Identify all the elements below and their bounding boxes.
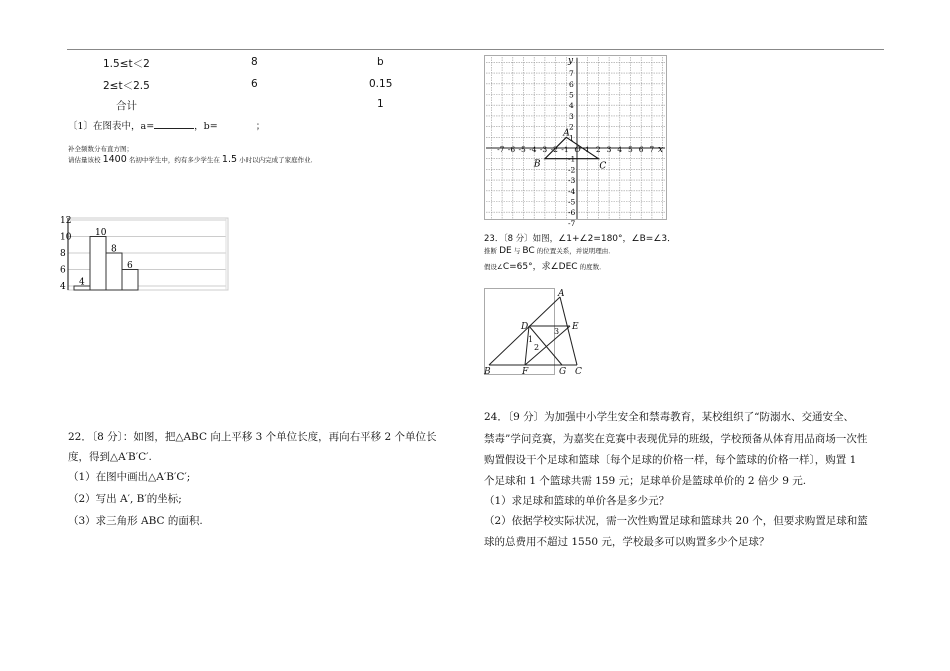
x-tick-label: -7: [497, 145, 505, 154]
point-a-label: A: [563, 128, 570, 139]
q24-sub2a: （2）依据学校实际状况，需一次性购置足球和篮球共 20 个，但要求购置足球和篮: [484, 515, 868, 527]
y-tick-label: -7: [568, 218, 576, 228]
histogram-y-tick: 8: [60, 249, 66, 259]
x-tick-label: 2: [595, 145, 601, 154]
label-e: E: [572, 322, 579, 332]
q22-sub3: （3）求三角形 ABC 的面积.: [68, 515, 203, 527]
segment-fe: [525, 326, 570, 365]
q22-sub2: （2）写出 A′, B′的坐标;: [68, 493, 182, 505]
histogram-y-ticks: [60, 216, 72, 292]
x-tick-label: -3: [539, 145, 548, 154]
label-g: G: [559, 367, 567, 377]
label-c: C: [575, 367, 582, 377]
y-tick-label: -4: [568, 186, 576, 196]
row1-range: 1.5≤t＜2: [103, 58, 150, 70]
histogram-bar: [122, 270, 138, 291]
y-tick-label: 1: [569, 133, 574, 143]
y-tick-label: 5: [569, 90, 574, 100]
x-tick-label: 6: [638, 145, 644, 154]
point-c-label: C: [599, 161, 607, 172]
point-b-label: B: [533, 159, 541, 170]
y-tick-label: 3: [569, 111, 574, 121]
x-tick-label: -5: [518, 145, 526, 154]
y-tick-label: -2: [568, 165, 576, 175]
y-tick-label: 4: [569, 101, 574, 111]
row1-count: 8: [251, 56, 258, 68]
histogram-bar-label: 10: [95, 228, 107, 238]
label-d: D: [521, 322, 529, 332]
q24-line2: 禁毒”学问竞赛，为嘉奖在竞赛中表现优异的班级，学校预备从体育用品商场一次性: [484, 433, 868, 445]
y-tick-label: -3: [568, 176, 576, 186]
q24-line4: 个足球和 1 个篮球共需 159 元；足球单价是篮球单价的 2 倍少 9 元.: [484, 475, 807, 487]
row2-count: 6: [251, 78, 258, 90]
angle-3-label: 3: [554, 327, 560, 336]
angle-1-label: 1: [528, 335, 534, 344]
row2-range: 2≤t＜2.5: [103, 80, 150, 92]
figure23-lines: [489, 297, 577, 365]
histogram-y-tick: 12: [60, 216, 72, 226]
x-tick-label: -6: [507, 145, 516, 154]
row1-freq: b: [377, 56, 384, 68]
y-tick-label: -1: [568, 154, 576, 164]
coordinate-grid: [484, 55, 668, 228]
label-f: F: [522, 367, 529, 377]
q21-line3: 请估量该校 1400 名初中学生中，约有多少学生在 1.5 小时以内完成了家庭作业．: [68, 154, 318, 165]
q24-line3: 购置假设干个足球和篮球〔每个足球的价格一样，每个篮球的价格一样〕，购置 1: [484, 454, 857, 466]
figure-23: [484, 288, 590, 376]
top-rule: [67, 49, 884, 50]
figure23-labels: [483, 289, 582, 377]
answer-blank-a[interactable]: [154, 118, 194, 129]
histogram-y-tick: 4: [60, 282, 66, 292]
x-tick-label: O: [574, 145, 581, 154]
row2-freq: 0.15: [369, 78, 393, 90]
y-tick-label: 6: [569, 79, 574, 89]
q24-line1: 24．〔9 分〕为加强中小学生安全和禁毒教育，某校组织了“防溺水、交通安全、: [484, 411, 854, 423]
x-tick-label: -2: [550, 145, 558, 154]
histogram-bar: [106, 253, 122, 290]
histogram-bar: [90, 237, 106, 291]
q23-line3: 假设∠C=65°，求∠DEC 的度数．: [484, 262, 606, 272]
histogram-bar-label: 6: [127, 261, 133, 271]
row3-total: 合计: [116, 100, 137, 112]
histogram-bars: [74, 228, 138, 290]
histogram-bar-label: 4: [79, 277, 85, 288]
q22-sub1: （1）在图中画出△A′B′C′;: [68, 471, 191, 483]
q24-sub2b: 球的总费用不超过 1550 元，学校最多可以购置多少个足球？: [484, 536, 770, 548]
row3-freq: 1: [377, 98, 384, 110]
x-tick-label: 3: [606, 145, 612, 154]
histogram: [60, 218, 230, 292]
x-tick-label: 7: [649, 145, 655, 154]
x-axis-label: x: [658, 145, 664, 155]
histogram-bar-label: 8: [111, 244, 117, 255]
histogram-y-tick: 6: [60, 265, 66, 276]
figure23-frame: [485, 289, 555, 375]
label-b: B: [484, 367, 491, 377]
angle-2-label: 2: [534, 343, 540, 352]
y-tick-label: -5: [568, 197, 576, 207]
x-tick-label: -4: [529, 145, 537, 154]
label-a: A: [558, 289, 565, 299]
q23-line2: 推断 DE 与 BC 的位置关系，并说明理由．: [484, 246, 615, 256]
y-tick-label: -6: [568, 208, 576, 218]
y-tick-label: 7: [569, 69, 574, 79]
histogram-y-tick: 10: [60, 232, 72, 243]
y-axis-label: y: [568, 56, 574, 66]
x-tick-label: -1: [561, 145, 569, 154]
q21-line2: 补全频数分布直方图；: [68, 145, 133, 153]
q24-sub1: （1）求足球和篮球的单价各是多少元？: [484, 495, 670, 507]
q21-part1: 〔1〕在图表中，a= ，b= ；: [68, 118, 265, 132]
x-tick-label: 5: [628, 145, 633, 154]
x-tick-label: 4: [617, 145, 623, 154]
y-tick-label: 2: [569, 122, 574, 132]
q22-line1: 22．〔8 分〕：如图，把△ABC 向上平移 3 个单位长度，再向右平移 2 个单位长: [68, 431, 437, 443]
q22-line2: 度，得到△A′B′C′.: [68, 451, 152, 463]
x-tick-label: 1: [585, 145, 590, 154]
q23-line1: 23．〔8 分〕如图，∠1+∠2=180°，∠B=∠3．: [484, 234, 677, 244]
